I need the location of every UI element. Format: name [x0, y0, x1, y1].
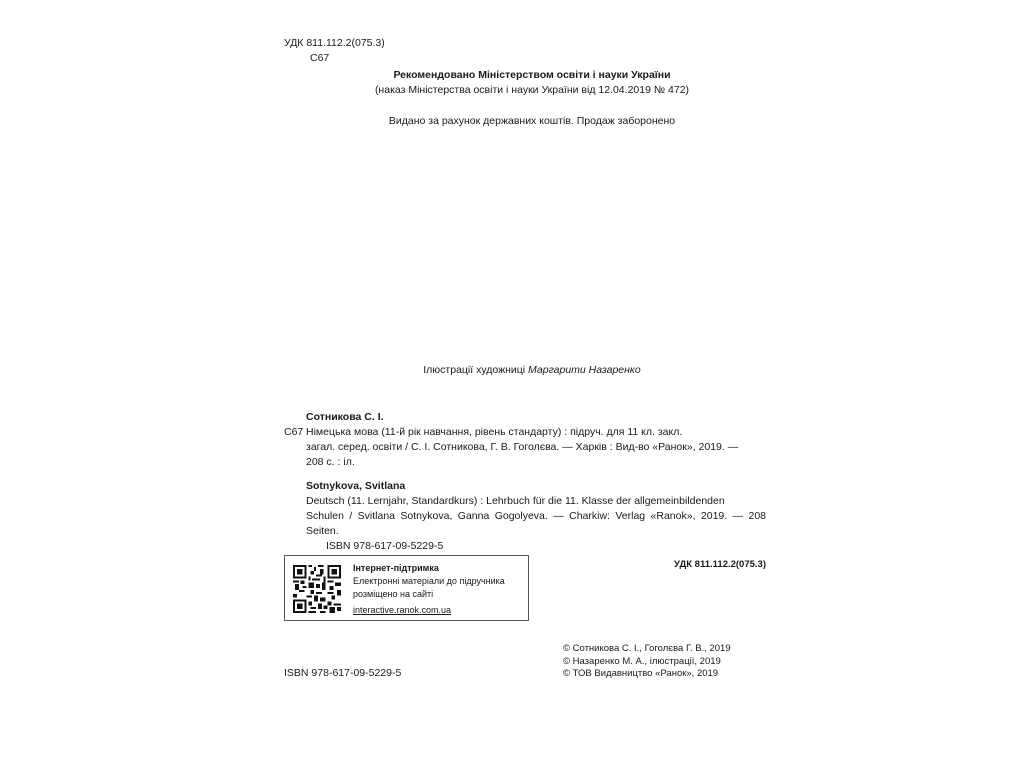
recommendation-order: (наказ Міністерства освіти і науки України від 12.04.2019 № 472) — [374, 84, 690, 96]
recommendation-title: Рекомендовано Міністерством освіти і науки України — [393, 69, 671, 81]
funding-note: Видано за рахунок державних коштів. Продаж заборонено — [388, 115, 676, 127]
internet-support-box — [284, 555, 529, 621]
udk-code-top: УДК 811.112.2(075.3) — [284, 37, 385, 49]
catalog-latin-line: Deutsch (11. Lernjahr, Standardkurs) : Lehrbuch für die 11. Klasse der allgemeinbildenden — [306, 495, 725, 507]
qr-code-icon[interactable] — [293, 565, 341, 613]
internet-support-text — [353, 562, 505, 617]
illustrations-credit — [284, 363, 780, 378]
udk-header — [284, 36, 385, 66]
catalog-isbn: ISBN 978-617-09-5229-5 — [326, 540, 444, 552]
catalog-entry-line: Німецька мова (11-й рік навчання, рівень стандарту) : підруч. для 11 кл. закл. — [306, 426, 683, 438]
internet-support-line2: розміщено на сайті — [353, 589, 434, 599]
copyright-line: © ТОВ Видавництво «Ранок», 2019 — [563, 668, 719, 679]
internet-support-title: Інтернет-підтримка — [353, 563, 439, 573]
catalog-latin-author: Sotnykova, Svitlana — [306, 480, 406, 492]
internet-support-link[interactable]: interactive.ranok.com.ua — [353, 605, 452, 615]
catalog-entry-text — [306, 425, 766, 470]
catalog-author: Сотникова С. І. — [306, 411, 384, 423]
catalog-udk: УДК 811.112.2(075.3) — [674, 559, 766, 570]
isbn-main: ISBN 978-617-09-5229-5 — [284, 667, 402, 679]
copyright-line: © Сотникова С. І., Гоголєва Г. В., 2019 — [563, 643, 731, 654]
catalog-latin-text — [284, 494, 766, 539]
catalog-card — [284, 410, 766, 572]
illustrations-prefix: Ілюстрації художниці — [423, 364, 529, 376]
copyright-line: © Назаренко М. А., ілюстрації, 2019 — [563, 655, 721, 667]
catalog-entry-line: 208 с. : іл. — [306, 456, 355, 468]
catalog-code: С67 — [284, 426, 304, 438]
catalog-code-top: С67 — [310, 52, 330, 64]
copyright-block — [563, 643, 731, 681]
catalog-entry-line: загал. серед. освіти / С. І. Сотникова, Г. В. Гоголєва. — Харків : Вид-во «Ранок», 2019. — — [306, 441, 739, 453]
catalog-latin-line: Schulen / Svitlana Sotnykova, Ganna Gogolyeva. — Charkiw: Verlag «Ranok», 2019. — 208 Seiten. — [306, 510, 766, 537]
illustrations-artist: Маргарити Назаренко — [528, 364, 641, 376]
internet-support-line1: Електронні матеріали до підручника — [353, 576, 505, 586]
catalog-entry — [284, 425, 766, 470]
